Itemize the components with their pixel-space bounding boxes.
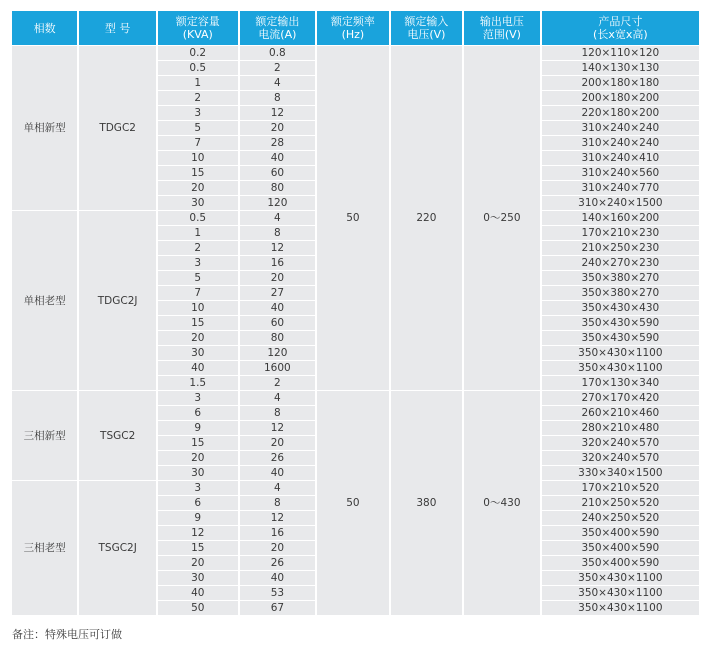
capacity-cell: 2: [158, 91, 238, 105]
capacity-cell: 20: [158, 556, 238, 570]
dimensions-cell: 200×180×200: [542, 91, 699, 105]
dimensions-cell: 210×250×230: [542, 241, 699, 255]
spec-table: [10, 10, 701, 616]
current-cell: 8: [240, 226, 316, 240]
dimensions-cell: 200×180×180: [542, 76, 699, 90]
dimensions-cell: 320×240×570: [542, 436, 699, 450]
current-cell: 2: [240, 61, 316, 75]
header-label: 电压(V): [407, 28, 446, 41]
current-cell: 28: [240, 136, 316, 150]
dimensions-cell: 350×430×590: [542, 331, 699, 345]
header-label: (长x宽x高): [593, 28, 648, 41]
current-cell: 67: [240, 601, 316, 615]
header-frequency: [317, 11, 388, 45]
dimensions-cell: 350×430×1100: [542, 601, 699, 615]
dimensions-cell: 240×250×520: [542, 511, 699, 525]
dimensions-cell: 140×130×130: [542, 61, 699, 75]
dimensions-cell: 260×210×460: [542, 406, 699, 420]
dimensions-cell: 120×110×120: [542, 46, 699, 60]
capacity-cell: 30: [158, 196, 238, 210]
dimensions-cell: 350×430×1100: [542, 346, 699, 360]
phase-cell: 三相老型: [12, 481, 77, 615]
dimensions-cell: 240×270×230: [542, 256, 699, 270]
capacity-cell: 3: [158, 391, 238, 405]
current-cell: 16: [240, 526, 316, 540]
current-cell: 60: [240, 316, 316, 330]
model-cell: TDGC2: [79, 46, 156, 210]
header-label: 额定输出: [255, 15, 300, 28]
dimensions-cell: 310×240×1500: [542, 196, 699, 210]
input-voltage-cell: 220: [391, 46, 462, 390]
header-dimensions: [542, 11, 699, 45]
capacity-cell: 20: [158, 331, 238, 345]
current-cell: 0.8: [240, 46, 316, 60]
dimensions-cell: 210×250×520: [542, 496, 699, 510]
capacity-cell: 7: [158, 286, 238, 300]
capacity-cell: 3: [158, 106, 238, 120]
dimensions-cell: 350×430×590: [542, 316, 699, 330]
current-cell: 40: [240, 466, 316, 480]
capacity-cell: 10: [158, 151, 238, 165]
capacity-cell: 12: [158, 526, 238, 540]
current-cell: 4: [240, 211, 316, 225]
current-cell: 1600: [240, 361, 316, 375]
capacity-cell: 20: [158, 181, 238, 195]
header-label: 产品尺寸: [598, 15, 643, 28]
dimensions-cell: 350×400×590: [542, 541, 699, 555]
header-label: 额定频率: [330, 15, 375, 28]
dimensions-cell: 320×240×570: [542, 451, 699, 465]
current-cell: 20: [240, 541, 316, 555]
capacity-cell: 7: [158, 136, 238, 150]
table-row: [12, 46, 699, 60]
current-cell: 53: [240, 586, 316, 600]
capacity-cell: 2: [158, 241, 238, 255]
current-cell: 12: [240, 511, 316, 525]
dimensions-cell: 350×430×1100: [542, 571, 699, 585]
capacity-cell: 15: [158, 541, 238, 555]
dimensions-cell: 310×240×410: [542, 151, 699, 165]
capacity-cell: 0.5: [158, 61, 238, 75]
capacity-cell: 1.5: [158, 376, 238, 390]
capacity-cell: 30: [158, 571, 238, 585]
dimensions-cell: 170×210×520: [542, 481, 699, 495]
capacity-cell: 20: [158, 451, 238, 465]
dimensions-cell: 350×380×270: [542, 271, 699, 285]
current-cell: 20: [240, 271, 316, 285]
header-label: 额定容量: [175, 15, 220, 28]
capacity-cell: 15: [158, 316, 238, 330]
header-label: (Hz): [341, 28, 365, 41]
dimensions-cell: 350×400×590: [542, 526, 699, 540]
phase-cell: 单相新型: [12, 46, 77, 210]
dimensions-cell: 140×160×200: [542, 211, 699, 225]
dimensions-cell: 310×240×240: [542, 136, 699, 150]
capacity-cell: 6: [158, 496, 238, 510]
dimensions-cell: 350×430×1100: [542, 586, 699, 600]
table-body: [12, 46, 699, 615]
current-cell: 27: [240, 286, 316, 300]
footnote: 备注：特殊电压可订做: [12, 628, 122, 641]
current-cell: 40: [240, 301, 316, 315]
dimensions-cell: 350×430×430: [542, 301, 699, 315]
capacity-cell: 30: [158, 346, 238, 360]
output-range-cell: 0～430: [464, 391, 540, 615]
capacity-cell: 5: [158, 121, 238, 135]
frequency-cell: 50: [317, 391, 388, 615]
capacity-cell: 0.5: [158, 211, 238, 225]
current-cell: 2: [240, 376, 316, 390]
capacity-cell: 9: [158, 511, 238, 525]
capacity-cell: 9: [158, 421, 238, 435]
current-cell: 4: [240, 481, 316, 495]
current-cell: 4: [240, 76, 316, 90]
header-capacity: [158, 11, 238, 45]
dimensions-cell: 350×430×1100: [542, 361, 699, 375]
header-label: 相数: [33, 21, 56, 35]
capacity-cell: 15: [158, 436, 238, 450]
frequency-cell: 50: [317, 46, 388, 390]
capacity-cell: 3: [158, 481, 238, 495]
header-input-voltage: [391, 11, 462, 45]
current-cell: 60: [240, 166, 316, 180]
header-label: 范围(V): [482, 28, 521, 41]
capacity-cell: 3: [158, 256, 238, 270]
current-cell: 80: [240, 181, 316, 195]
dimensions-cell: 330×340×1500: [542, 466, 699, 480]
dimensions-cell: 350×400×590: [542, 556, 699, 570]
current-cell: 40: [240, 151, 316, 165]
capacity-cell: 6: [158, 406, 238, 420]
model-cell: TDGC2J: [79, 211, 156, 390]
dimensions-cell: 170×210×230: [542, 226, 699, 240]
header-model: [79, 11, 156, 45]
dimensions-cell: 170×130×340: [542, 376, 699, 390]
header-phase: [12, 11, 77, 45]
current-cell: 8: [240, 496, 316, 510]
capacity-cell: 15: [158, 166, 238, 180]
header-label: (KVA): [182, 28, 213, 41]
capacity-cell: 50: [158, 601, 238, 615]
model-cell: TSGC2J: [79, 481, 156, 615]
dimensions-cell: 310×240×240: [542, 121, 699, 135]
dimensions-cell: 310×240×770: [542, 181, 699, 195]
current-cell: 20: [240, 121, 316, 135]
input-voltage-cell: 380: [391, 391, 462, 615]
current-cell: 16: [240, 256, 316, 270]
dimensions-cell: 280×210×480: [542, 421, 699, 435]
header-label: 型 号: [104, 21, 131, 35]
current-cell: 8: [240, 406, 316, 420]
current-cell: 12: [240, 241, 316, 255]
current-cell: 80: [240, 331, 316, 345]
dimensions-cell: 220×180×200: [542, 106, 699, 120]
table-row: [12, 391, 699, 405]
current-cell: 26: [240, 451, 316, 465]
current-cell: 8: [240, 91, 316, 105]
model-cell: TSGC2: [79, 391, 156, 480]
capacity-cell: 40: [158, 586, 238, 600]
dimensions-cell: 310×240×560: [542, 166, 699, 180]
current-cell: 4: [240, 391, 316, 405]
capacity-cell: 40: [158, 361, 238, 375]
current-cell: 20: [240, 436, 316, 450]
capacity-cell: 10: [158, 301, 238, 315]
current-cell: 120: [240, 346, 316, 360]
dimensions-cell: 270×170×420: [542, 391, 699, 405]
current-cell: 40: [240, 571, 316, 585]
header-label: 额定输入: [404, 15, 449, 28]
current-cell: 12: [240, 106, 316, 120]
header-output-range: [464, 11, 540, 45]
capacity-cell: 1: [158, 76, 238, 90]
header-label: 输出电压: [479, 15, 524, 28]
current-cell: 26: [240, 556, 316, 570]
phase-cell: 单相老型: [12, 211, 77, 390]
current-cell: 120: [240, 196, 316, 210]
capacity-cell: 30: [158, 466, 238, 480]
capacity-cell: 5: [158, 271, 238, 285]
capacity-cell: 0.2: [158, 46, 238, 60]
phase-cell: 三相新型: [12, 391, 77, 480]
dimensions-cell: 350×380×270: [542, 286, 699, 300]
header-row: [12, 11, 699, 45]
output-range-cell: 0～250: [464, 46, 540, 390]
header-label: 电流(A): [258, 28, 297, 41]
capacity-cell: 1: [158, 226, 238, 240]
current-cell: 12: [240, 421, 316, 435]
header-output-current: [240, 11, 316, 45]
